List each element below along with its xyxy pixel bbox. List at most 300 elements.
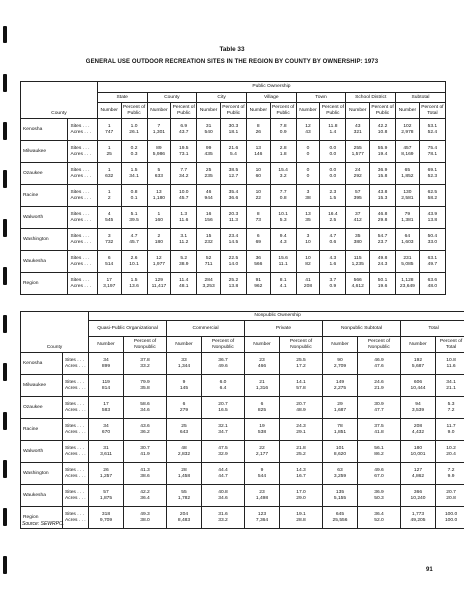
acres-value: 67.0 <box>374 473 384 479</box>
acres-value: 208 <box>303 283 313 289</box>
county-name: Kenosha <box>21 353 63 375</box>
data-cell <box>401 441 436 463</box>
sites-value: 79.9 <box>140 379 150 385</box>
data-cell <box>167 419 202 441</box>
data-cell <box>346 207 370 229</box>
sites-value: 35 <box>354 233 361 239</box>
data-cell <box>358 375 401 397</box>
acres-value: 1.6 <box>329 261 337 267</box>
sites-value: 5.2 <box>180 255 188 261</box>
sites-value: 75.4 <box>427 145 438 151</box>
sites-value: 123 <box>257 511 267 517</box>
acres-value: 3,259 <box>333 473 347 479</box>
data-cell <box>419 273 445 295</box>
sites-value: 10.1 <box>278 211 288 217</box>
sites-value: 2.6 <box>130 255 138 261</box>
percent-subheader: Percent of Public <box>121 103 147 119</box>
data-cell <box>296 185 320 207</box>
data-cell <box>320 119 346 141</box>
sites-value: 64 <box>404 233 411 239</box>
data-cell <box>358 419 401 441</box>
acres-value: 41.9 <box>140 451 150 457</box>
acres-value: 60 <box>255 173 262 179</box>
sites-value: 37.5 <box>374 423 384 429</box>
binder-mark <box>3 170 7 188</box>
acres-value: 29.0 <box>296 495 306 501</box>
data-cell <box>280 375 323 397</box>
data-cell <box>220 251 246 273</box>
data-cell <box>147 163 171 185</box>
acres-label: Acres . . . <box>70 261 92 267</box>
category-header: Subtotal <box>396 93 446 103</box>
acres-value: 279 <box>179 407 189 413</box>
acres-value: 1,782 <box>177 495 191 501</box>
binder-mark <box>3 219 7 237</box>
acres-value: 43 <box>305 129 311 135</box>
acres-label: Acres . . . <box>70 217 92 223</box>
acres-value: 632 <box>105 173 114 179</box>
acres-value: 5,155 <box>333 495 347 501</box>
data-cell <box>323 463 358 485</box>
sites-value: 37 <box>354 211 361 217</box>
measure-labels <box>68 251 97 273</box>
acres-value: 1.5 <box>329 195 337 201</box>
category-header: Quasi-Public Organizational <box>89 321 167 337</box>
sites-value: 53.1 <box>427 123 438 129</box>
sites-value: 4 <box>107 211 111 217</box>
measure-labels <box>68 207 97 229</box>
data-cell <box>246 141 270 163</box>
data-cell <box>320 185 346 207</box>
acres-value: 962 <box>254 283 263 289</box>
acres-value: 24.3 <box>377 261 388 267</box>
acres-value: 633 <box>154 173 163 179</box>
acres-value: 466 <box>257 363 267 369</box>
sites-value: 44.4 <box>218 467 228 473</box>
sites-value: 41.3 <box>140 467 150 473</box>
acres-value: 100.0 <box>444 517 458 523</box>
acres-value: 146 <box>254 151 263 157</box>
sites-value: 1 <box>107 189 111 195</box>
acres-value: 18.1 <box>228 129 239 135</box>
acres-label: Acres . . . <box>65 473 86 479</box>
acres-value: 670 <box>101 429 111 435</box>
sites-value: 32.1 <box>218 423 228 429</box>
table-row <box>21 163 446 185</box>
sites-value: 22 <box>259 445 265 451</box>
source-note: Source: SEWRPC. <box>22 521 64 527</box>
acres-value: 22 <box>255 195 262 201</box>
acres-value: 38 <box>305 195 311 201</box>
acres-value: 33.0 <box>427 239 438 245</box>
data-cell <box>280 485 323 507</box>
number-subheader: Number <box>97 103 121 119</box>
percent-subheader: Percent of Nonpublic <box>358 337 401 353</box>
binder-mark <box>3 508 7 526</box>
sites-value: 24.3 <box>296 423 306 429</box>
sites-value: 19.1 <box>296 511 306 517</box>
data-cell <box>202 397 245 419</box>
acres-value: 35.8 <box>140 385 150 391</box>
data-cell <box>370 141 396 163</box>
acres-value: 583 <box>101 407 111 413</box>
acres-value: 5,986 <box>152 151 166 157</box>
data-cell <box>97 185 121 207</box>
county-name: Racine <box>21 419 63 441</box>
table-title: GENERAL USE OUTDOOR RECREATION SITES IN THE REGION BY COUNTY BY OWNERSHIP: 1973 <box>85 59 379 65</box>
sites-value: 8 <box>256 123 260 129</box>
data-cell <box>220 119 246 141</box>
measure-labels <box>68 119 97 141</box>
data-cell <box>220 185 246 207</box>
table-row <box>21 185 446 207</box>
sites-value: 12 <box>156 255 162 261</box>
data-cell <box>245 441 280 463</box>
acres-value: 545 <box>105 217 114 223</box>
sites-value: 10.8 <box>446 357 456 363</box>
data-cell <box>396 207 420 229</box>
acres-value: 44.7 <box>218 473 228 479</box>
county-name: Ozaukee <box>21 163 68 185</box>
data-cell <box>246 119 270 141</box>
acres-value: 0.9 <box>279 129 287 135</box>
number-subheader: Number <box>396 103 420 119</box>
data-cell <box>147 251 171 273</box>
data-cell <box>296 229 320 251</box>
data-cell <box>121 141 147 163</box>
sites-value: 20.7 <box>446 489 456 495</box>
sites-value: 7.7 <box>180 167 188 173</box>
acres-value: 11.3 <box>228 217 239 223</box>
sites-value: 62.5 <box>427 189 438 195</box>
number-subheader: Number <box>245 337 280 353</box>
acres-value: 0.1 <box>130 195 138 201</box>
sites-value: 23 <box>259 489 265 495</box>
sites-value: 6 <box>182 401 186 407</box>
data-cell <box>97 229 121 251</box>
data-cell <box>436 419 464 441</box>
acres-label: Acres . . . <box>65 363 86 369</box>
sites-value: 13 <box>305 211 311 217</box>
acres-value: 145 <box>179 385 189 391</box>
acres-value: 52.3 <box>427 173 438 179</box>
sites-value: 20.3 <box>228 211 239 217</box>
acres-value: 2 <box>107 195 111 201</box>
data-cell <box>202 463 245 485</box>
acres-value: 21.9 <box>374 385 384 391</box>
sites-value: 180 <box>413 445 423 451</box>
data-cell <box>121 251 147 273</box>
sites-label: Sites . . . <box>70 189 90 195</box>
sites-value: 14.3 <box>296 467 306 473</box>
acres-value: 8,483 <box>177 517 191 523</box>
data-cell <box>401 397 436 419</box>
data-cell <box>296 207 320 229</box>
sites-value: 94 <box>415 401 421 407</box>
data-cell <box>202 485 245 507</box>
acres-value: 25 <box>106 151 112 157</box>
acres-value: 1,301 <box>152 129 166 135</box>
number-subheader: Number <box>296 103 320 119</box>
acres-value: 1,875 <box>99 495 113 501</box>
sites-value: 17 <box>106 277 112 283</box>
table-row <box>21 353 464 375</box>
sites-value: 0 <box>306 145 310 151</box>
table-row <box>21 441 464 463</box>
acres-value: 45.7 <box>129 239 139 245</box>
acres-value: 11.6 <box>446 363 456 369</box>
sites-label: Sites . . . <box>65 511 85 517</box>
sites-value: 1.3 <box>180 211 188 217</box>
sites-label: Sites . . . <box>70 233 90 239</box>
sites-label: Sites . . . <box>65 489 85 495</box>
sites-value: 10 <box>255 167 262 173</box>
acres-value: 47.7 <box>374 407 384 413</box>
sites-value: 1.5 <box>130 167 138 173</box>
acres-value: 2,832 <box>177 451 191 457</box>
acres-value: 10,240 <box>410 495 426 501</box>
acres-value: 3,611 <box>100 451 112 457</box>
percent-subheader: Percent of Nonpublic <box>202 337 245 353</box>
acres-value: 1,687 <box>333 407 347 413</box>
data-cell <box>197 207 221 229</box>
sites-value: 9 <box>182 379 186 385</box>
sites-value: 3 <box>107 233 111 239</box>
county-header: County <box>21 82 98 119</box>
data-cell <box>358 485 401 507</box>
data-cell <box>147 229 171 251</box>
data-cell <box>89 375 124 397</box>
acres-value: 14.5 <box>228 239 239 245</box>
category-header: Private <box>245 321 323 337</box>
acres-value: 19.4 <box>377 151 388 157</box>
acres-value: 15.8 <box>377 173 388 179</box>
sites-value: 65 <box>404 167 411 173</box>
data-cell <box>320 251 346 273</box>
acres-value: 33.2 <box>140 363 150 369</box>
sites-value: 284 <box>204 277 213 283</box>
data-cell <box>245 485 280 507</box>
acres-value: 4,612 <box>351 283 364 289</box>
data-cell <box>202 441 245 463</box>
data-cell <box>401 419 436 441</box>
acres-value: 232 <box>204 239 213 245</box>
data-cell <box>370 185 396 207</box>
sites-value: 129 <box>154 277 163 283</box>
acres-value: 28.8 <box>296 517 306 523</box>
data-cell <box>436 463 464 485</box>
sites-value: 31.6 <box>218 511 228 517</box>
data-cell <box>419 141 445 163</box>
sites-value: 40.8 <box>218 489 228 495</box>
acres-label: Acres . . . <box>65 407 86 413</box>
sites-value: 100.0 <box>444 511 458 517</box>
sites-value: 36.9 <box>374 489 384 495</box>
sites-value: 58.6 <box>140 401 150 407</box>
acres-value: 34.7 <box>218 429 228 435</box>
sites-value: 102 <box>403 123 412 129</box>
percent-subheader: Percent of Total <box>419 103 445 119</box>
data-cell <box>124 419 167 441</box>
data-cell <box>270 229 296 251</box>
acres-value: 1,344 <box>177 363 191 369</box>
acres-value: 380 <box>353 239 362 245</box>
acres-value: 10 <box>305 239 311 245</box>
data-cell <box>436 375 464 397</box>
category-header: County <box>147 93 197 103</box>
sites-value: 38.5 <box>228 167 239 173</box>
sites-value: 318 <box>101 511 111 517</box>
measure-labels <box>63 485 89 507</box>
county-header: County <box>21 312 89 353</box>
data-cell <box>171 163 197 185</box>
data-cell <box>197 185 221 207</box>
sites-value: 17.0 <box>296 489 306 495</box>
data-cell <box>270 273 296 295</box>
sites-value: 43 <box>354 123 361 129</box>
sites-value: 6 <box>260 401 264 407</box>
sites-value: 48 <box>181 445 187 451</box>
data-cell <box>97 119 121 141</box>
sites-value: 46.8 <box>377 211 388 217</box>
acres-value: 643 <box>179 429 189 435</box>
data-cell <box>323 375 358 397</box>
data-cell <box>197 119 221 141</box>
sites-value: 1,128 <box>401 277 414 283</box>
acres-value: 21.1 <box>446 385 456 391</box>
acres-value: 3,539 <box>411 407 425 413</box>
sites-value: 2 <box>157 233 161 239</box>
sites-value: 366 <box>413 489 423 495</box>
sites-value: 63.6 <box>427 277 438 283</box>
acres-value: 2,275 <box>333 385 347 391</box>
sites-value: 4.3 <box>329 255 337 261</box>
data-cell <box>171 229 197 251</box>
sites-value: 20.7 <box>218 401 228 407</box>
acres-value: 2,177 <box>255 451 269 457</box>
category-header: State <box>97 93 147 103</box>
acres-value: 1,180 <box>152 195 166 201</box>
sites-value: 26 <box>103 467 109 473</box>
acres-value: 20.8 <box>446 495 456 501</box>
sites-value: 0.2 <box>130 145 138 151</box>
acres-value: 36.2 <box>140 429 150 435</box>
county-name: Walworth <box>21 441 63 463</box>
data-cell <box>220 141 246 163</box>
data-cell <box>270 251 296 273</box>
data-cell <box>396 273 420 295</box>
measure-labels <box>68 141 97 163</box>
sites-value: 3.1 <box>180 233 188 239</box>
acres-value: 9.9 <box>447 473 455 479</box>
acres-value: 73 <box>255 217 262 223</box>
county-name: Kenosha <box>21 119 68 141</box>
sites-value: 1.0 <box>130 123 138 129</box>
acres-label: Acres . . . <box>70 151 92 157</box>
percent-subheader: Percent of Public <box>320 103 346 119</box>
acres-value: 3,197 <box>103 283 116 289</box>
acres-value: 4,432 <box>411 429 425 435</box>
data-cell <box>89 419 124 441</box>
data-cell <box>346 185 370 207</box>
sites-value: 42.2 <box>140 489 150 495</box>
sites-value: 15 <box>205 233 212 239</box>
data-cell <box>401 463 436 485</box>
data-cell <box>124 485 167 507</box>
binder-mark <box>3 26 7 43</box>
data-cell <box>246 273 270 295</box>
data-cell <box>419 163 445 185</box>
sites-value: 31 <box>205 123 212 129</box>
data-cell <box>436 441 464 463</box>
binder-mark <box>3 363 7 381</box>
acres-value: 0.3 <box>130 151 138 157</box>
acres-value: 0.6 <box>329 239 337 245</box>
data-cell <box>436 397 464 419</box>
data-cell <box>296 273 320 295</box>
sites-label: Sites . . . <box>65 357 85 363</box>
sites-value: 7.2 <box>447 467 455 473</box>
sites-value: 15.4 <box>278 167 288 173</box>
acres-value: 0 <box>306 173 310 179</box>
data-cell <box>419 229 445 251</box>
sites-value: 23.4 <box>228 233 239 239</box>
data-cell <box>245 507 280 529</box>
data-cell <box>124 353 167 375</box>
sites-value: 10 <box>255 189 262 195</box>
table-row <box>21 419 464 441</box>
acres-value: 38.6 <box>140 473 150 479</box>
sites-value: 231 <box>403 255 412 261</box>
data-cell <box>167 441 202 463</box>
acres-value: 45.7 <box>178 195 189 201</box>
data-cell <box>246 251 270 273</box>
sites-value: 24 <box>354 167 361 173</box>
sites-value: 56.1 <box>374 445 384 451</box>
table-row <box>21 141 446 163</box>
data-cell <box>323 441 358 463</box>
acres-value: 36.6 <box>228 195 239 201</box>
sites-value: 21.6 <box>228 145 239 151</box>
acres-value: 57.8 <box>296 385 306 391</box>
data-cell <box>270 163 296 185</box>
acres-value: 9.0 <box>447 429 455 435</box>
data-cell <box>280 419 323 441</box>
sites-value: 23 <box>259 357 265 363</box>
data-cell <box>246 185 270 207</box>
acres-value: 292 <box>353 173 362 179</box>
measure-labels <box>63 353 89 375</box>
category-header: Town <box>296 93 346 103</box>
sites-value: 13 <box>156 189 162 195</box>
sites-label: Sites . . . <box>70 145 90 151</box>
data-cell <box>89 441 124 463</box>
sites-label: Sites . . . <box>70 167 90 173</box>
acres-value: 825 <box>257 407 267 413</box>
acres-value: 11.6 <box>179 217 189 223</box>
acres-value: 4,862 <box>411 473 425 479</box>
acres-value: 52.4 <box>427 129 438 135</box>
data-cell <box>358 507 401 529</box>
acres-value: 41.8 <box>374 429 384 435</box>
category-header: Village <box>246 93 296 103</box>
data-cell <box>396 251 420 273</box>
data-cell <box>296 163 320 185</box>
acres-value: 7,364 <box>255 517 269 523</box>
sites-value: 7.8 <box>279 123 287 129</box>
acres-value: 944 <box>204 195 213 201</box>
data-cell <box>89 485 124 507</box>
